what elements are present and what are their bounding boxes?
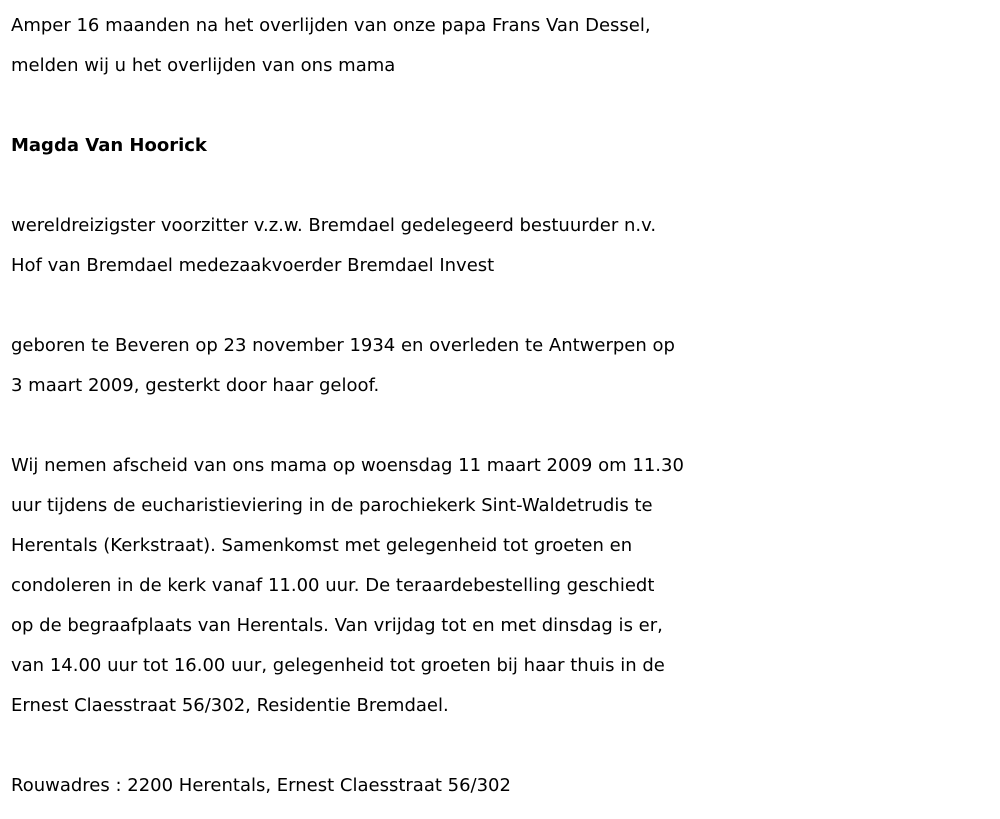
- farewell-line: Herentals (Kerkstraat). Samenkomst met gelegenheid tot groeten en: [11, 535, 633, 556]
- farewell-line: condoleren in de kerk vanaf 11.00 uur. De teraardebestelling geschiedt: [11, 575, 655, 596]
- intro-paragraph: [11, 6, 996, 86]
- birth-line: geboren te Beveren op 23 november 1934 en overleden te Antwerpen op: [11, 335, 675, 356]
- paragraph-gap: [11, 406, 996, 446]
- paragraph-gap: [11, 726, 996, 766]
- farewell-paragraph: [11, 446, 996, 726]
- deceased-name: Magda Van Hoorick: [11, 135, 207, 156]
- farewell-line: op de begraafplaats van Herentals. Van vrijdag tot en met dinsdag is er,: [11, 615, 663, 636]
- farewell-line: Wij nemen afscheid van ons mama op woensdag 11 maart 2009 om 11.30: [11, 455, 684, 476]
- farewell-line: Ernest Claesstraat 56/302, Residentie Bremdael.: [11, 695, 449, 716]
- farewell-line: uur tijdens de eucharistieviering in de parochiekerk Sint-Waldetrudis te: [11, 495, 653, 516]
- titles-line: wereldreizigster voorzitter v.z.w. Bremdael gedelegeerd bestuurder n.v.: [11, 215, 657, 236]
- death-notice: [11, 6, 996, 806]
- titles-paragraph: [11, 206, 996, 286]
- address-paragraph: [11, 766, 996, 806]
- paragraph-gap: [11, 86, 996, 126]
- deceased-name-paragraph: [11, 126, 996, 166]
- mourning-address: Rouwadres : 2200 Herentals, Ernest Claesstraat 56/302: [11, 775, 511, 796]
- birth-paragraph: [11, 326, 996, 406]
- paragraph-gap: [11, 166, 996, 206]
- intro-line: Amper 16 maanden na het overlijden van onze papa Frans Van Dessel,: [11, 15, 651, 36]
- intro-line: melden wij u het overlijden van ons mama: [11, 55, 396, 76]
- farewell-line: van 14.00 uur tot 16.00 uur, gelegenheid tot groeten bij haar thuis in de: [11, 655, 665, 676]
- paragraph-gap: [11, 286, 996, 326]
- titles-line: Hof van Bremdael medezaakvoerder Bremdael Invest: [11, 255, 495, 276]
- birth-line: 3 maart 2009, gesterkt door haar geloof.: [11, 375, 380, 396]
